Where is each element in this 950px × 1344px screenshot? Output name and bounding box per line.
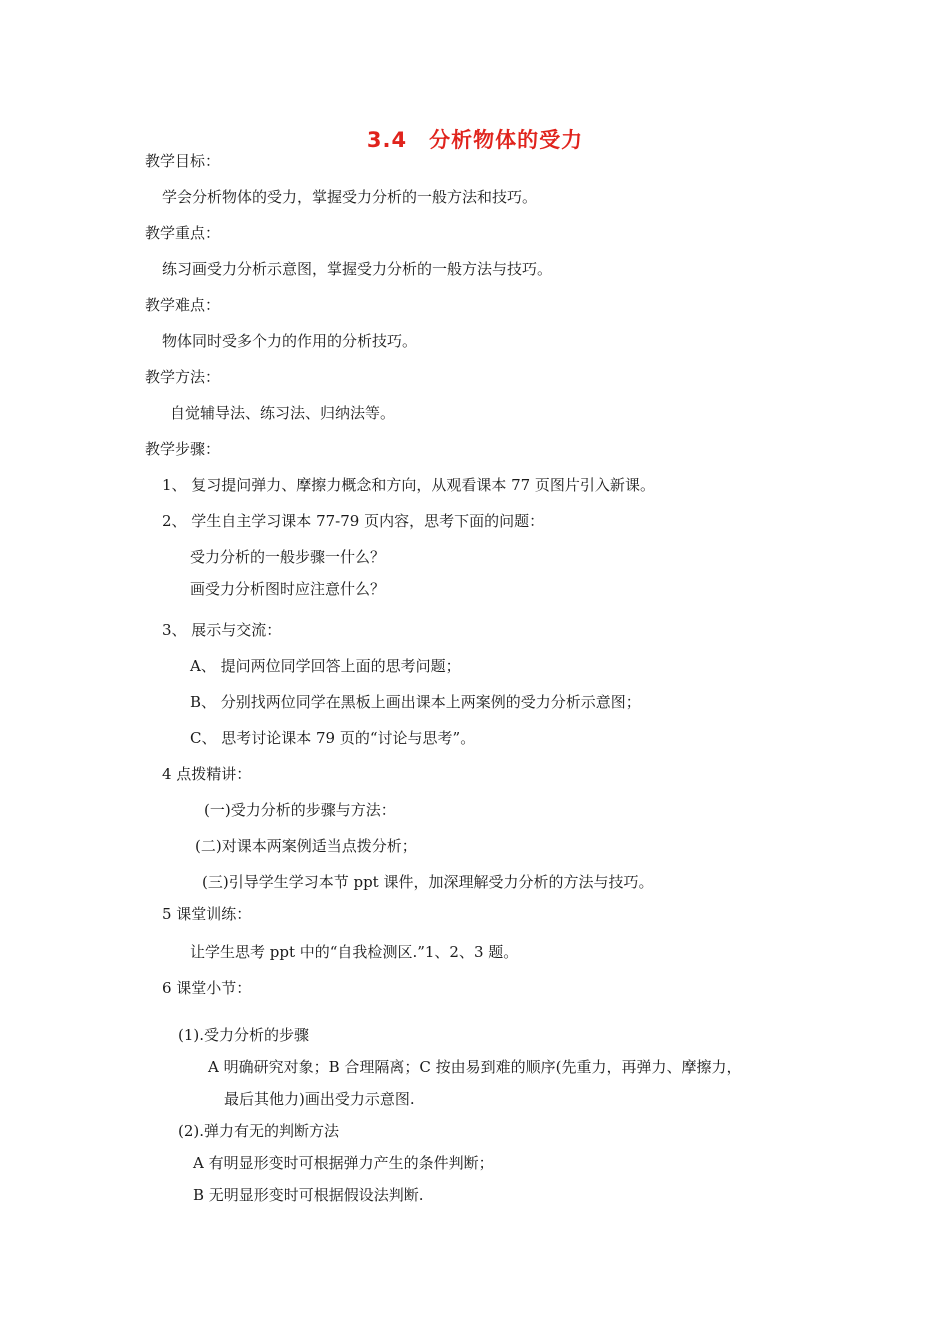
step-3-b: B、 分别找两位同学在黑板上画出课本上两案例的受力分析示意图； — [190, 693, 641, 711]
step-4-c: (三)引导学生学习本节 ppt 课件，加深理解受力分析的方法与技巧。 — [202, 873, 654, 891]
step-1: 1、 复习提问弹力、摩擦力概念和方向，从观看课本 77 页图片引入新课。 — [162, 476, 655, 494]
summary-1: (1).受力分析的步骤 — [178, 1026, 310, 1044]
difficulty-text: 物体同时受多个力的作用的分析技巧。 — [162, 332, 418, 350]
step-4-a: (一)受力分析的步骤与方法： — [204, 801, 396, 819]
step-4-b: (二)对课本两案例适当点拨分析； — [195, 837, 417, 855]
summary-2-a: A 有明显形变时可根据弹力产生的条件判断； — [193, 1154, 494, 1172]
step-5-text: 让学生思考 ppt 中的“自我检测区.”1、2、3 题。 — [190, 943, 519, 961]
step-6: 6 课堂小节： — [162, 979, 252, 997]
summary-2: (2).弹力有无的判断方法 — [178, 1122, 340, 1140]
summary-1-a: A 明确研究对象；B 合理隔离；C 按由易到难的顺序(先重力，再弹力、摩擦力， — [208, 1058, 742, 1076]
step-2: 2、 学生自主学习课本 77-79 页内容，思考下面的问题： — [162, 512, 545, 530]
question-1: 受力分析的一般步骤一什么？ — [190, 548, 386, 566]
step-3: 3、 展示与交流： — [162, 621, 282, 639]
method-text: 自觉辅导法、练习法、归纳法等。 — [170, 404, 396, 422]
steps-heading: 教学步骤： — [145, 440, 221, 458]
key-heading: 教学重点： — [145, 224, 221, 242]
question-2: 画受力分析图时应注意什么？ — [190, 580, 386, 598]
difficulty-heading: 教学难点： — [145, 296, 221, 314]
goal-heading: 教学目标： — [145, 152, 221, 170]
step-3-c: C、 思考讨论课本 79 页的“讨论与思考”。 — [190, 729, 476, 747]
step-5: 5 课堂训练： — [162, 905, 252, 923]
step-3-a: A、 提问两位同学回答上面的思考问题； — [190, 657, 461, 675]
key-text: 练习画受力分析示意图，掌握受力分析的一般方法与技巧。 — [162, 260, 553, 278]
summary-2-b: B 无明显形变时可根据假设法判断. — [193, 1186, 424, 1204]
goal-text: 学会分析物体的受力，掌握受力分析的一般方法和技巧。 — [162, 188, 538, 206]
method-heading: 教学方法： — [145, 368, 221, 386]
page-title: 3.4 分析物体的受力 — [366, 128, 584, 152]
summary-1-b: 最后其他力)画出受力示意图. — [224, 1090, 415, 1108]
step-4: 4 点拨精讲： — [162, 765, 252, 783]
